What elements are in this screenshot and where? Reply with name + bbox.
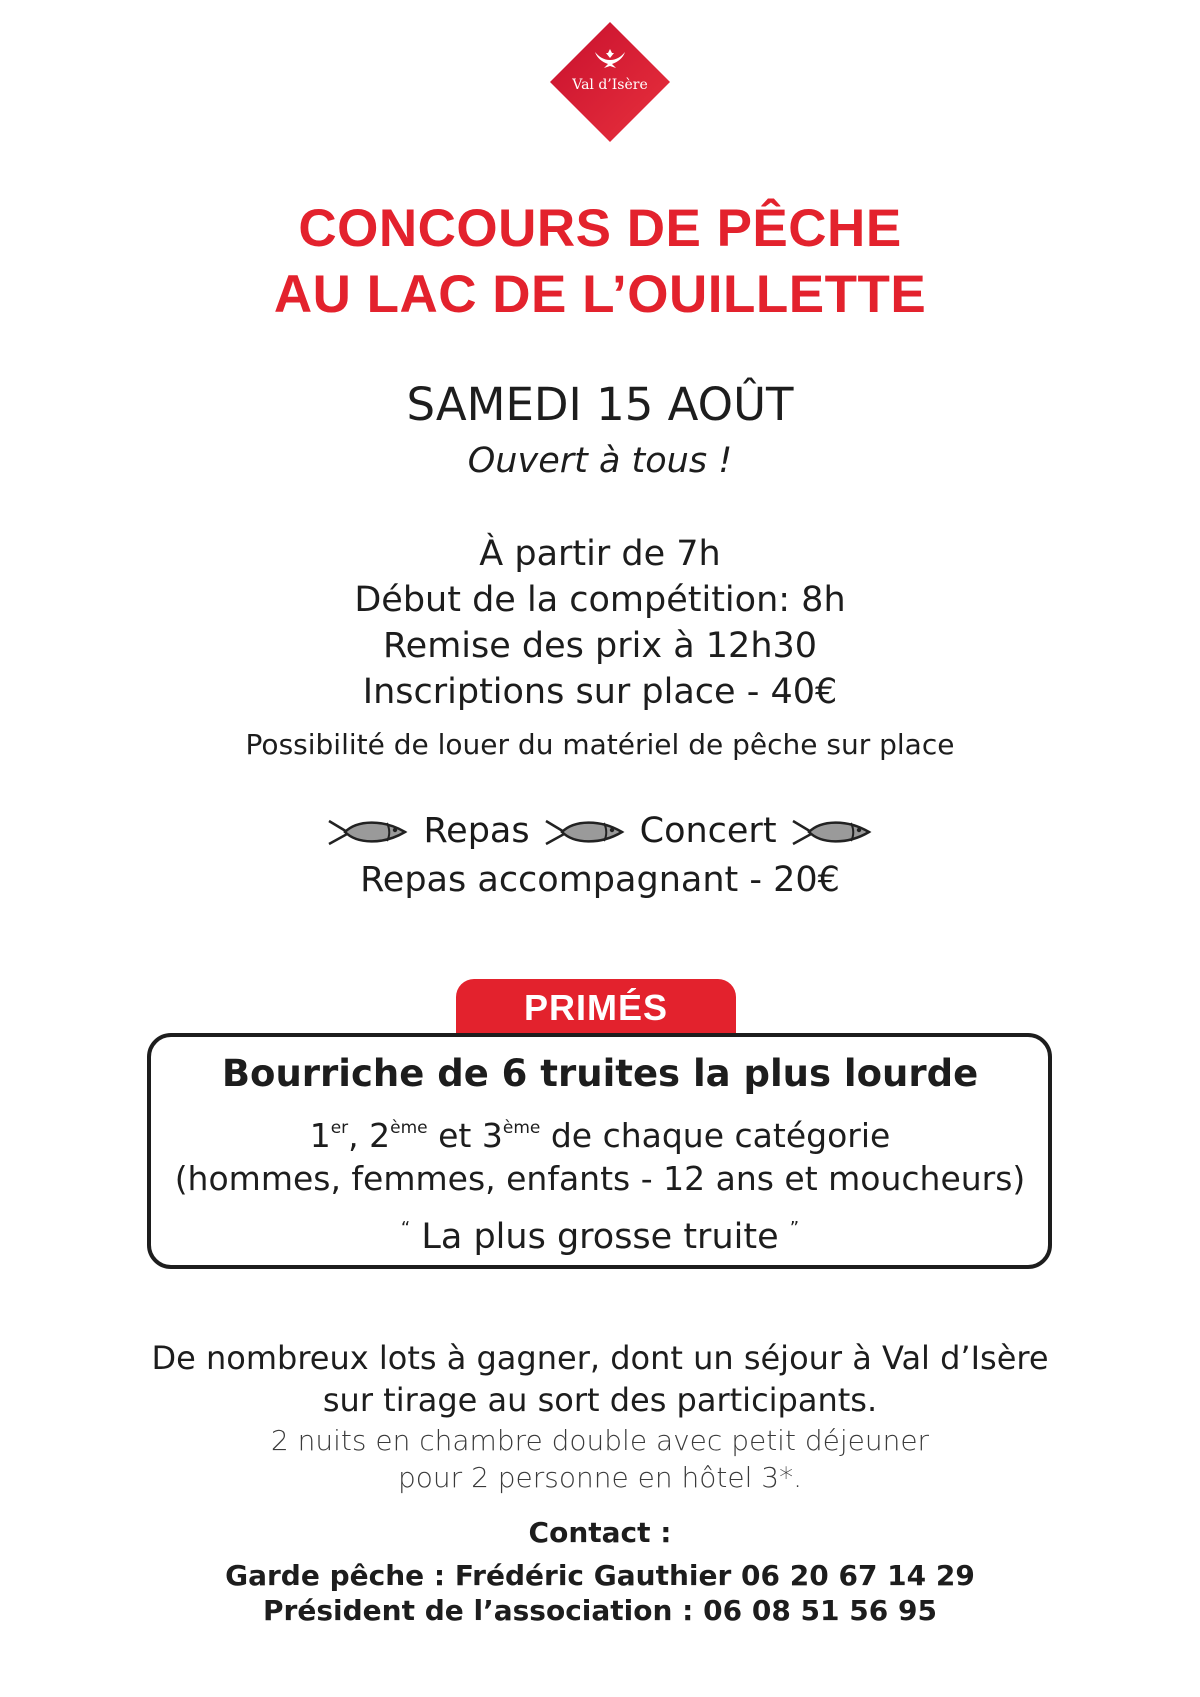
- rank-first-suffix: er: [330, 1118, 349, 1138]
- extras-line: [0, 811, 1200, 851]
- rank-first: 1: [309, 1116, 331, 1155]
- rank-and: et: [438, 1116, 472, 1155]
- quote-open: “: [400, 1218, 411, 1239]
- prizes-ranks: 1er, 2ème et 3ème de chaque catégorie: [309, 1116, 891, 1155]
- page-title-line1: CONCOURS DE PÊCHE: [298, 199, 902, 258]
- rank-tail: de chaque catégorie: [550, 1116, 891, 1155]
- rental-note: Possibilité de louer du matériel de pêche sur place: [245, 728, 955, 761]
- prizes-title: Bourriche de 6 truites la plus lourde: [221, 1052, 979, 1095]
- val-disere-logo: [548, 20, 672, 144]
- schedule-competition: Début de la compétition: 8h: [354, 580, 846, 620]
- prizes-biggest-trout: [0, 1217, 1200, 1257]
- schedule-registration: Inscriptions sur place - 40€: [362, 672, 838, 712]
- concert-label: Concert: [639, 811, 777, 851]
- fish-icon: [544, 816, 626, 846]
- prizes-categories: (hommes, femmes, enfants - 12 ans et moucheurs): [174, 1159, 1026, 1198]
- rank-third-suffix: ème: [502, 1118, 541, 1138]
- fish-icon: [327, 816, 409, 846]
- rank-third: 3: [481, 1116, 503, 1155]
- meal-label: Repas: [423, 811, 530, 851]
- contact-warden: Garde pêche : Frédéric Gauthier 06 20 67 14 29: [225, 1559, 975, 1592]
- lots-line1: De nombreux lots à gagner, dont un séjour à Val d’Isère: [151, 1339, 1049, 1377]
- logo-text: Val d’Isère: [572, 77, 648, 93]
- fish-icon: [791, 816, 873, 846]
- rank-second: 2: [369, 1116, 391, 1155]
- meal-price: Repas accompagnant - 20€: [360, 860, 840, 900]
- event-subtitle: Ouvert à tous !: [467, 441, 733, 481]
- lots-line2: sur tirage au sort des participants.: [322, 1381, 878, 1419]
- contact-president: Président de l’association : 06 08 51 56 95: [263, 1594, 937, 1627]
- biggest-trout-label: La plus grosse truite: [421, 1217, 779, 1257]
- lots-line3: 2 nuits en chambre double avec petit déjeuner: [270, 1424, 930, 1457]
- rank-second-suffix: ème: [390, 1118, 428, 1138]
- contact-heading: Contact :: [528, 1516, 672, 1549]
- event-date: SAMEDI 15 AOÛT: [406, 378, 794, 431]
- page-title-line2: AU LAC DE L’OUILLETTE: [273, 265, 927, 324]
- schedule-start: À partir de 7h: [479, 534, 721, 574]
- schedule-prizes: Remise des prix à 12h30: [382, 626, 818, 666]
- lots-line4: pour 2 personne en hôtel 3*.: [398, 1461, 802, 1494]
- quote-close: ”: [789, 1218, 800, 1239]
- prizes-badge: PRIMÉS: [456, 979, 736, 1037]
